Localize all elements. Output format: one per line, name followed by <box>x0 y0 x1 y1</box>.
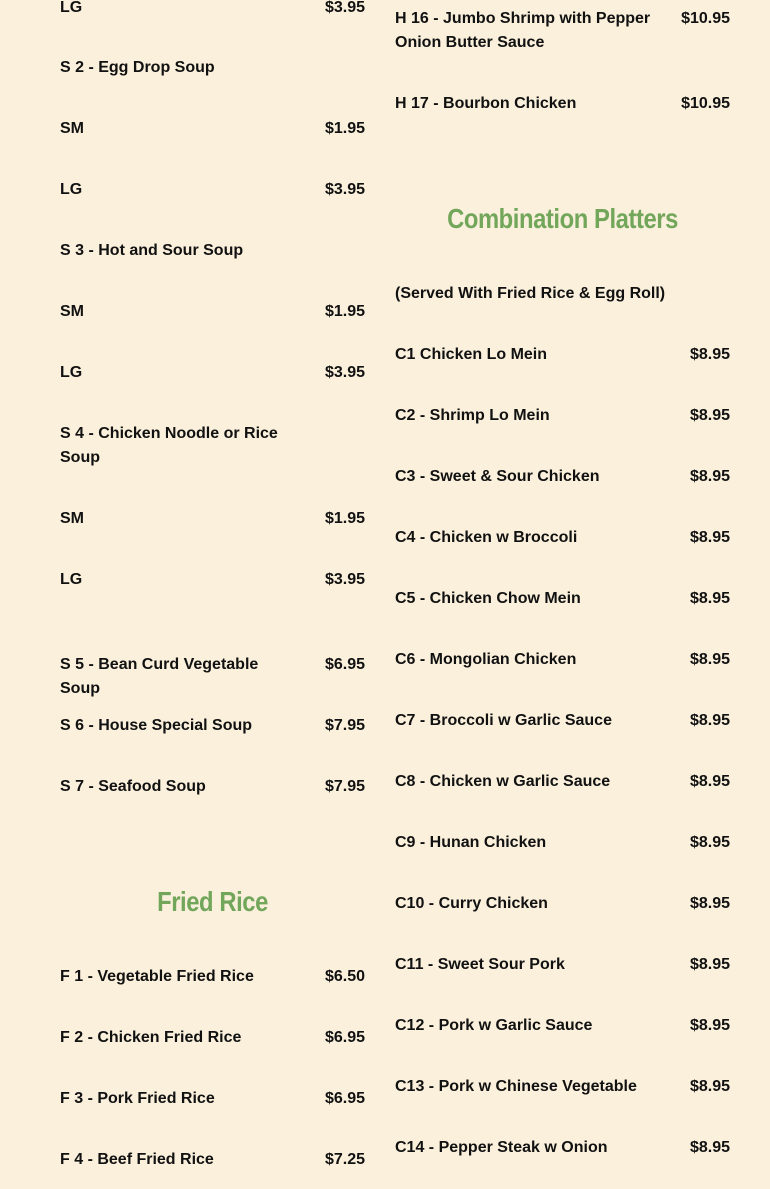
item-name: LG <box>60 0 83 16</box>
item-name: F 2 - Chicken Fried Rice <box>60 1029 242 1046</box>
item-price: $7.95 <box>324 778 365 795</box>
item-name: C10 - Curry Chicken <box>395 895 548 912</box>
item-name: C13 - Pork w Chinese Vegetable <box>395 1078 637 1095</box>
item-price: $6.95 <box>324 656 365 673</box>
item-price: $8.95 <box>689 773 730 790</box>
item-price: $8.95 <box>689 529 730 546</box>
item-name: C7 - Broccoli w Garlic Sauce <box>395 712 612 729</box>
item-price: $3.95 <box>324 571 365 588</box>
item-price: $8.95 <box>689 895 730 912</box>
item-price: $8.95 <box>689 834 730 851</box>
item-name: C11 - Sweet Sour Pork <box>395 956 565 973</box>
item-price: $8.95 <box>689 712 730 729</box>
item-name: S 2 - Egg Drop Soup <box>60 59 215 76</box>
item-price: $7.95 <box>324 717 365 734</box>
item-price: $8.95 <box>689 1078 730 1095</box>
item-price: $10.95 <box>681 10 730 27</box>
item-name: C14 - Pepper Steak w Onion <box>395 1139 608 1156</box>
item-price: $8.95 <box>689 956 730 973</box>
item-name: S 3 - Hot and Sour Soup <box>60 242 244 259</box>
item-price: $8.95 <box>689 590 730 607</box>
item-name: F 1 - Vegetable Fried Rice <box>60 968 254 985</box>
item-name: S 6 - House Special Soup <box>60 717 253 734</box>
item-price: $1.95 <box>324 510 365 527</box>
item-price: $6.50 <box>324 968 365 985</box>
item-name: S 7 - Seafood Soup <box>60 778 206 795</box>
item-name: C3 - Sweet & Sour Chicken <box>395 468 600 485</box>
item-name: F 3 - Pork Fried Rice <box>60 1090 215 1107</box>
item-name: C5 - Chicken Chow Mein <box>395 590 581 607</box>
item-name: C1 Chicken Lo Mein <box>395 346 548 363</box>
item-name: C6 - Mongolian Chicken <box>395 651 577 668</box>
item-name: H 16 - Jumbo Shrimp with Pepper Onion Butter Sauce <box>395 10 651 51</box>
item-price: $1.95 <box>324 303 365 320</box>
item-price: $8.95 <box>689 1017 730 1034</box>
combination-platters-heading: Combination Platters <box>447 203 678 234</box>
combo-note: (Served With Fried Rice & Egg Roll) <box>395 285 666 302</box>
item-price: $8.95 <box>689 651 730 668</box>
item-name: S 4 - Chicken Noodle or Rice Soup <box>60 425 278 466</box>
item-price: $10.95 <box>681 95 730 112</box>
item-name: SM <box>60 510 84 527</box>
item-name: F 4 - Beef Fried Rice <box>60 1151 214 1168</box>
item-price: $6.95 <box>324 1029 365 1046</box>
item-price: $3.95 <box>324 0 365 16</box>
item-price: $3.95 <box>324 181 365 198</box>
item-name: S 5 - Bean Curd Vegetable Soup <box>60 656 259 697</box>
item-name: C12 - Pork w Garlic Sauce <box>395 1017 593 1034</box>
item-name: C9 - Hunan Chicken <box>395 834 547 851</box>
item-name: LG <box>60 181 83 198</box>
item-name: C8 - Chicken w Garlic Sauce <box>395 773 611 790</box>
item-name: C2 - Shrimp Lo Mein <box>395 407 550 424</box>
item-price: $8.95 <box>689 407 730 424</box>
item-name: SM <box>60 303 84 320</box>
item-price: $8.95 <box>689 1139 730 1156</box>
item-price: $8.95 <box>689 468 730 485</box>
item-name: H 17 - Bourbon Chicken <box>395 95 577 112</box>
item-price: $6.95 <box>324 1090 365 1107</box>
item-price: $7.25 <box>324 1151 365 1168</box>
item-price: $3.95 <box>324 364 365 381</box>
fried-rice-heading: Fried Rice <box>157 886 268 917</box>
item-name: LG <box>60 364 83 381</box>
item-name: SM <box>60 120 84 137</box>
item-price: $8.95 <box>689 346 730 363</box>
item-price: $1.95 <box>324 120 365 137</box>
item-name: LG <box>60 571 83 588</box>
item-name: C4 - Chicken w Broccoli <box>395 529 578 546</box>
